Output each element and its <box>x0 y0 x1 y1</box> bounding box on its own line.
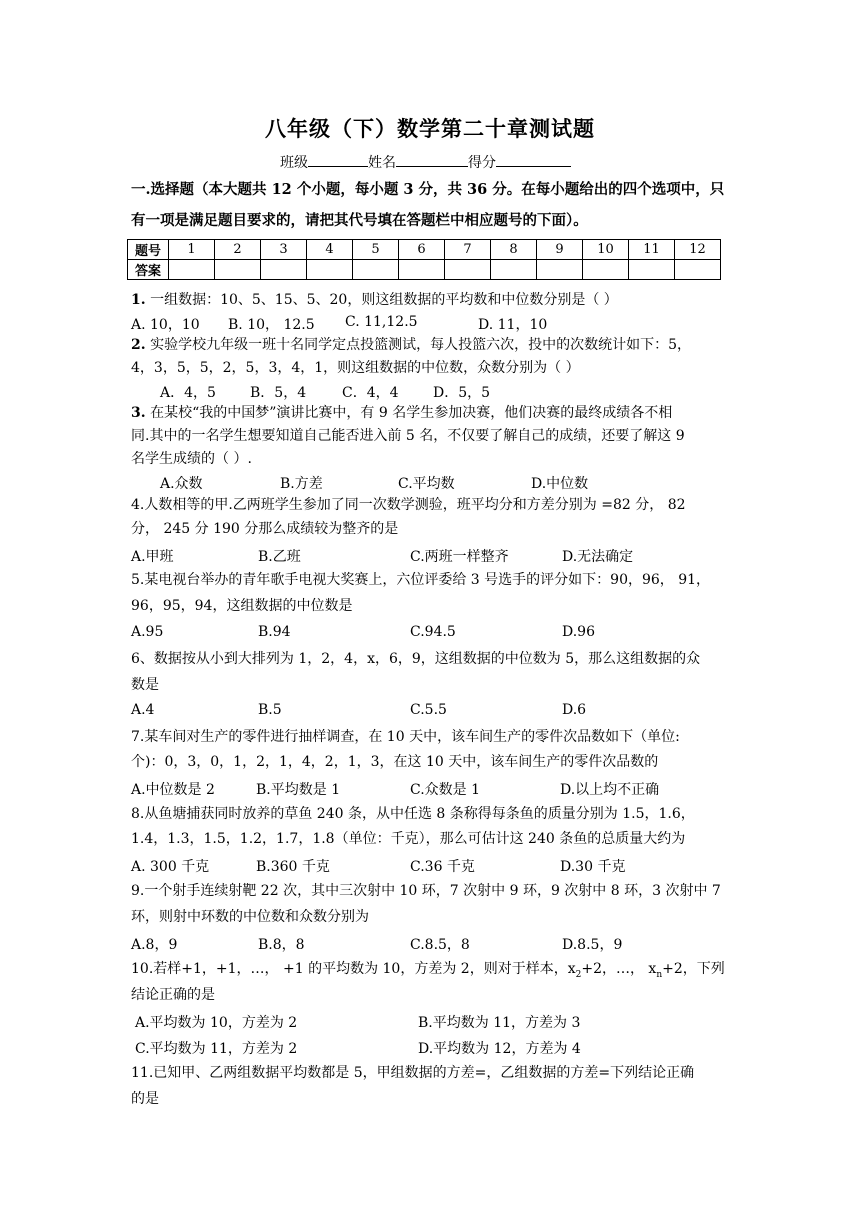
q6-option-b: B.5 <box>258 702 282 718</box>
q7-option-c: C.众数是 1 <box>410 782 481 798</box>
q7-option-d: D.以上均不正确 <box>560 782 660 798</box>
question-8: 8.从鱼塘捕获同时放养的草鱼 240 条，从中任选 8 条称得每条鱼的质量分别为 1.5，1.6， <box>131 806 695 822</box>
question-text: 一组数据：10、5、15、5、20，则这组数据的平均数和中位数分别是（ ） <box>145 292 618 308</box>
q9-option-c: C.8.5，8 <box>410 937 470 953</box>
question-3-line-2: 同.其中的一名学生想要知道自己能否进入前 5 名，不仅要了解自己的成绩，还要了解这 9 <box>131 428 685 444</box>
q10-option-d: D.平均数为 12，方差为 4 <box>418 1041 581 1057</box>
question-number-cell: 11 <box>629 240 675 260</box>
question-1 <box>131 291 741 309</box>
section-heading-line-2: 有一项是满足题目要求的，请把其代号填在答题栏中相应题号的下面）。 <box>131 212 588 229</box>
q3-option-a: A.众数 <box>160 476 203 492</box>
question-7: 7.某车间对生产的零件进行抽样调查，在 10 天中，该车间生产的零件次品数如下（单位: <box>131 729 680 745</box>
q10-option-c: C.平均数为 11，方差为 2 <box>135 1041 298 1057</box>
q7-option-a: A.中位数是 2 <box>131 782 215 798</box>
q10-option-a: A.平均数为 10，方差为 2 <box>135 1015 298 1031</box>
question-text: +2，…， x <box>581 961 657 977</box>
q6-option-a: A.4 <box>131 702 155 718</box>
question-number: 1. <box>131 292 146 308</box>
answer-table <box>127 239 721 280</box>
question-5-line-2: 96，95，94，这组数据的中位数是 <box>131 598 353 614</box>
q5-option-d: D.96 <box>562 624 595 640</box>
q3-option-d: D.中位数 <box>531 476 589 492</box>
answer-table-number-row <box>128 240 721 260</box>
q5-option-a: A.95 <box>131 624 164 640</box>
question-number-cell: 6 <box>399 240 445 260</box>
question-number-cell: 4 <box>307 240 353 260</box>
answer-cell[interactable] <box>399 260 445 280</box>
q8-option-c: C.36 千克 <box>410 859 475 875</box>
question-4: 4.人数相等的甲.乙两班学生参加了同一次数学测验，班平均分和方差分别为 =82 分， 82 <box>131 497 686 513</box>
question-10-line-2: 结论正确的是 <box>131 987 215 1003</box>
q1-option-a: A. 10，10 <box>131 317 200 333</box>
question-5: 5.某电视台举办的青年歌手电视大奖赛上，六位评委给 3 号选手的评分如下：90，96， 91， <box>131 572 711 588</box>
answer-cell[interactable] <box>629 260 675 280</box>
q8-option-b: B.360 千克 <box>256 859 330 875</box>
question-11: 11.已知甲、乙两组数据平均数都是 5，甲组数据的方差=，乙组数据的方差=下列结论正确 <box>131 1065 695 1081</box>
class-blank <box>308 152 368 167</box>
q4-option-c: C.两班一样整齐 <box>410 549 509 565</box>
answer-cell[interactable] <box>215 260 261 280</box>
answer-cell[interactable] <box>169 260 215 280</box>
section-heading-line-1: 一.选择题（本大题共 12 个小题，每小题 3 分，共 36 分。在每小题给出的四个选项中，只 <box>131 181 725 198</box>
question-number-cell: 8 <box>491 240 537 260</box>
q1-option-c: C. 11,12.5 <box>345 314 418 330</box>
question-number-cell: 12 <box>675 240 721 260</box>
name-label: 姓名 <box>368 155 396 171</box>
answer-cell[interactable] <box>261 260 307 280</box>
q1-option-b: B. 10， 12.5 <box>228 317 315 333</box>
subscript-n: n <box>656 969 663 980</box>
question-4-line-2: 分， 245 分 190 分那么成绩较为整齐的是 <box>131 521 399 537</box>
question-text: +2，下列 <box>662 961 725 977</box>
q5-option-c: C.94.5 <box>410 624 456 640</box>
q9-option-b: B.8，8 <box>258 937 305 953</box>
question-number: 2. <box>131 337 146 353</box>
answer-cell[interactable] <box>675 260 721 280</box>
question-number-cell: 9 <box>537 240 583 260</box>
question-8-line-2: 1.4，1.3，1.5，1.2，1.7，1.8（单位：千克），那么可估计这 240 条鱼的总质量大约为 <box>131 831 686 847</box>
answer-cell[interactable] <box>353 260 399 280</box>
q8-option-a: A. 300 千克 <box>131 859 210 875</box>
score-blank <box>496 152 571 167</box>
question-number-cell: 7 <box>445 240 491 260</box>
answer-cell[interactable] <box>307 260 353 280</box>
name-blank <box>396 152 468 167</box>
question-number-cell: 1 <box>169 240 215 260</box>
q2-option-d: D．5，5 <box>433 385 491 401</box>
question-number: 3. <box>131 405 146 421</box>
q6-option-d: D.6 <box>562 702 587 718</box>
q9-option-a: A.8，9 <box>131 937 178 953</box>
answer-table-answer-row <box>128 260 721 280</box>
q5-option-b: B.94 <box>258 624 291 640</box>
q8-option-d: D.30 千克 <box>560 859 626 875</box>
q7-option-b: B.平均数是 1 <box>256 782 341 798</box>
question-2-line-2: 4，3，5，5，2，5，3，4，1，则这组数据的中位数，众数分别为（ ） <box>131 360 580 376</box>
q2-option-b: B．5，4 <box>250 385 307 401</box>
page-title: 八年级（下）数学第二十章测试题 <box>265 116 595 141</box>
q4-option-a: A.甲班 <box>131 549 174 565</box>
q2-option-a: A．4，5 <box>160 385 216 401</box>
answer-cell[interactable] <box>445 260 491 280</box>
answer-cell[interactable] <box>491 260 537 280</box>
question-6: 6、数据按从小到大排列为 1，2，4，x，6，9，这组数据的中位数为 5，那么这组数据的众 <box>131 651 701 667</box>
question-number-cell: 5 <box>353 240 399 260</box>
question-3-line-3: 名学生成绩的（ ）. <box>131 451 252 467</box>
answer-cell[interactable] <box>583 260 629 280</box>
q2-option-c: C．4，4 <box>342 385 399 401</box>
question-7-line-2: 个)：0，3，0，1，2，1，4，2，1，3，在这 10 天中，该车间生产的零件次品数的 <box>131 754 659 770</box>
score-label: 得分 <box>468 155 496 171</box>
question-3 <box>131 404 741 422</box>
answer-cell[interactable] <box>537 260 583 280</box>
question-number-cell: 10 <box>583 240 629 260</box>
question-10 <box>131 960 741 984</box>
subscript-2: 2 <box>575 969 582 980</box>
q10-option-b: B.平均数为 11，方差为 3 <box>418 1015 581 1031</box>
question-9-line-2: 环，则射中环数的中位数和众数分别为 <box>131 909 369 925</box>
q4-option-b: B.乙班 <box>258 549 301 565</box>
q3-option-b: B.方差 <box>280 476 323 492</box>
question-6-line-2: 数是 <box>131 677 159 693</box>
question-text: 实验学校九年级一班十名同学定点投篮测试，每人投篮六次，投中的次数统计如下：5， <box>145 337 691 353</box>
question-number-header: 题号 <box>128 240 169 260</box>
question-number-cell: 2 <box>215 240 261 260</box>
q9-option-d: D.8.5，9 <box>562 937 623 953</box>
question-2 <box>131 336 741 354</box>
question-text: 10.若样+1，+1，…， +1 的平均数为 10，方差为 2，则对于样本，x <box>131 961 576 977</box>
question-9: 9.一个射手连续射靶 22 次，其中三次射中 10 环，7 次射中 9 环，9 次射中 8 环，3 次射中 7 <box>131 883 721 899</box>
class-label: 班级 <box>280 155 308 171</box>
q3-option-c: C.平均数 <box>398 476 455 492</box>
question-text: 在某校“我的中国梦”演讲比赛中，有 9 名学生参加决赛，他们决赛的最终成绩各不相 <box>145 405 673 421</box>
answer-header: 答案 <box>128 260 169 280</box>
question-11-line-2: 的是 <box>131 1091 159 1107</box>
student-info-line <box>280 152 571 172</box>
q1-option-d: D. 11，10 <box>478 317 548 333</box>
question-number-cell: 3 <box>261 240 307 260</box>
q4-option-d: D.无法确定 <box>562 549 634 565</box>
q6-option-c: C.5.5 <box>410 702 447 718</box>
